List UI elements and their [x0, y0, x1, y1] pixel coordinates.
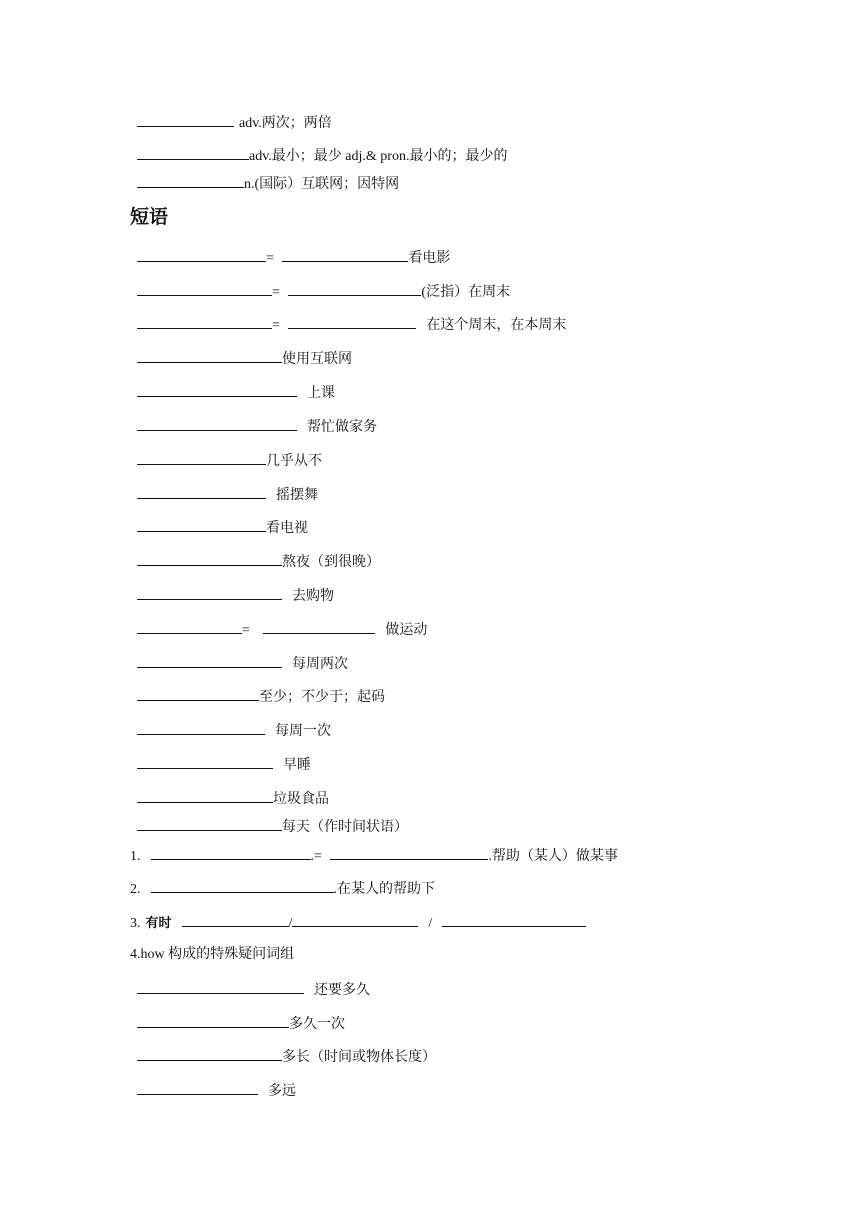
phrase-meaning: 多长（时间或物体长度） — [282, 1050, 436, 1065]
answer-blank[interactable] — [282, 248, 408, 262]
phrase-line — [137, 485, 318, 503]
phrase-line — [137, 349, 352, 367]
item-label: 有时 — [145, 916, 172, 931]
vocab-line-least — [137, 146, 507, 164]
answer-blank[interactable] — [137, 451, 266, 465]
phrase-line — [137, 586, 334, 604]
phrase-line — [137, 789, 329, 807]
answer-blank[interactable] — [137, 620, 242, 634]
answer-blank[interactable] — [330, 846, 488, 860]
answer-blank[interactable] — [182, 913, 289, 927]
answer-blank[interactable] — [137, 417, 297, 431]
phrase-line — [137, 518, 308, 536]
phrase-meaning: 每天（作时间状语） — [282, 820, 408, 835]
phrase-line — [137, 654, 348, 672]
equals-sign: .= — [310, 849, 326, 864]
slash-separator: / — [288, 916, 293, 931]
phrase-meaning: 多久一次 — [289, 1017, 345, 1032]
answer-blank[interactable] — [137, 654, 282, 668]
vocab-line-twice — [137, 113, 332, 131]
item-meaning: .在某人的帮助下 — [333, 882, 435, 897]
phrase-line — [137, 248, 450, 266]
answer-blank[interactable] — [137, 1081, 258, 1095]
answer-blank[interactable] — [442, 913, 586, 927]
answer-blank[interactable] — [288, 282, 421, 296]
phrase-meaning: 使用互联网 — [282, 352, 352, 367]
item-number: 3. — [130, 916, 141, 931]
vocab-definition: adv.最小；最少 adj.& pron.最小的；最少的 — [249, 149, 508, 164]
how-phrase-line — [137, 980, 370, 998]
phrase-line — [137, 687, 385, 705]
answer-blank[interactable] — [288, 315, 416, 329]
numbered-item-1 — [130, 846, 618, 864]
phrase-meaning: 在这个周末，在本周末 — [426, 318, 567, 333]
item-meaning: .帮助（某人）做某事 — [488, 849, 618, 864]
equals-sign: = — [266, 251, 278, 266]
answer-blank[interactable] — [151, 879, 334, 893]
answer-blank[interactable] — [137, 1047, 282, 1061]
answer-blank[interactable] — [137, 755, 273, 769]
how-phrase-line — [137, 1014, 345, 1032]
answer-blank[interactable] — [292, 913, 418, 927]
answer-blank[interactable] — [137, 817, 282, 831]
phrase-meaning: 每周两次 — [292, 657, 348, 672]
vocab-line-internet — [137, 174, 399, 192]
answer-blank[interactable] — [137, 146, 249, 160]
phrase-line — [137, 315, 566, 333]
phrase-meaning: 几乎从不 — [266, 454, 322, 469]
answer-blank[interactable] — [137, 518, 266, 532]
phrase-meaning: 帮忙做家务 — [307, 420, 377, 435]
equals-sign: = — [272, 285, 284, 300]
phrase-meaning: 至少；不少于；起码 — [259, 690, 385, 705]
phrase-meaning: 摇摆舞 — [276, 488, 318, 503]
answer-blank[interactable] — [263, 620, 375, 634]
phrase-meaning: (泛指）在周末 — [421, 285, 511, 300]
section-title: 短语 — [130, 206, 169, 228]
answer-blank[interactable] — [137, 721, 265, 735]
phrase-meaning: 看电影 — [408, 251, 451, 266]
phrase-meaning: 多远 — [268, 1084, 296, 1099]
answer-blank[interactable] — [137, 349, 282, 363]
answer-blank[interactable] — [137, 174, 244, 188]
answer-blank[interactable] — [137, 586, 282, 600]
vocab-definition: adv.两次；两倍 — [239, 116, 332, 131]
how-phrase-line — [137, 1081, 296, 1099]
answer-blank[interactable] — [137, 113, 234, 127]
answer-blank[interactable] — [137, 687, 259, 701]
item-number: 1. — [130, 849, 141, 864]
phrase-meaning: 熬夜（到很晚） — [282, 555, 380, 570]
phrase-meaning: 去购物 — [292, 589, 334, 604]
slash-separator: / — [428, 916, 433, 931]
numbered-item-3 — [130, 913, 586, 931]
phrase-line — [137, 383, 335, 401]
answer-blank[interactable] — [137, 1014, 289, 1028]
phrase-line — [137, 451, 322, 469]
equals-sign: = — [272, 318, 284, 333]
equals-sign: = — [242, 623, 254, 638]
how-phrase-line — [137, 1047, 436, 1065]
phrase-line — [137, 817, 408, 835]
numbered-item-2 — [130, 879, 435, 897]
answer-blank[interactable] — [137, 383, 297, 397]
answer-blank[interactable] — [137, 552, 282, 566]
numbered-item-4-title: 4.how 构成的特殊疑问词组 — [130, 947, 295, 962]
answer-blank[interactable] — [137, 315, 272, 329]
phrase-line — [137, 620, 427, 638]
phrase-meaning: 做运动 — [385, 623, 428, 638]
phrase-meaning: 看电视 — [266, 521, 308, 536]
vocab-definition: n.(国际）互联网；因特网 — [244, 177, 400, 192]
phrase-meaning: 每周一次 — [275, 724, 331, 739]
phrase-line — [137, 721, 331, 739]
phrase-meaning: 早睡 — [283, 758, 311, 773]
answer-blank[interactable] — [151, 846, 311, 860]
phrase-line — [137, 552, 380, 570]
answer-blank[interactable] — [137, 248, 266, 262]
item-number: 2. — [130, 882, 141, 897]
answer-blank[interactable] — [137, 789, 273, 803]
phrase-meaning: 垃圾食品 — [273, 792, 329, 807]
phrase-line — [137, 417, 377, 435]
answer-blank[interactable] — [137, 980, 304, 994]
phrase-line — [137, 755, 311, 773]
phrase-line — [137, 282, 510, 300]
answer-blank[interactable] — [137, 282, 272, 296]
phrase-meaning: 还要多久 — [314, 983, 370, 998]
phrase-meaning: 上课 — [307, 386, 335, 401]
answer-blank[interactable] — [137, 485, 266, 499]
